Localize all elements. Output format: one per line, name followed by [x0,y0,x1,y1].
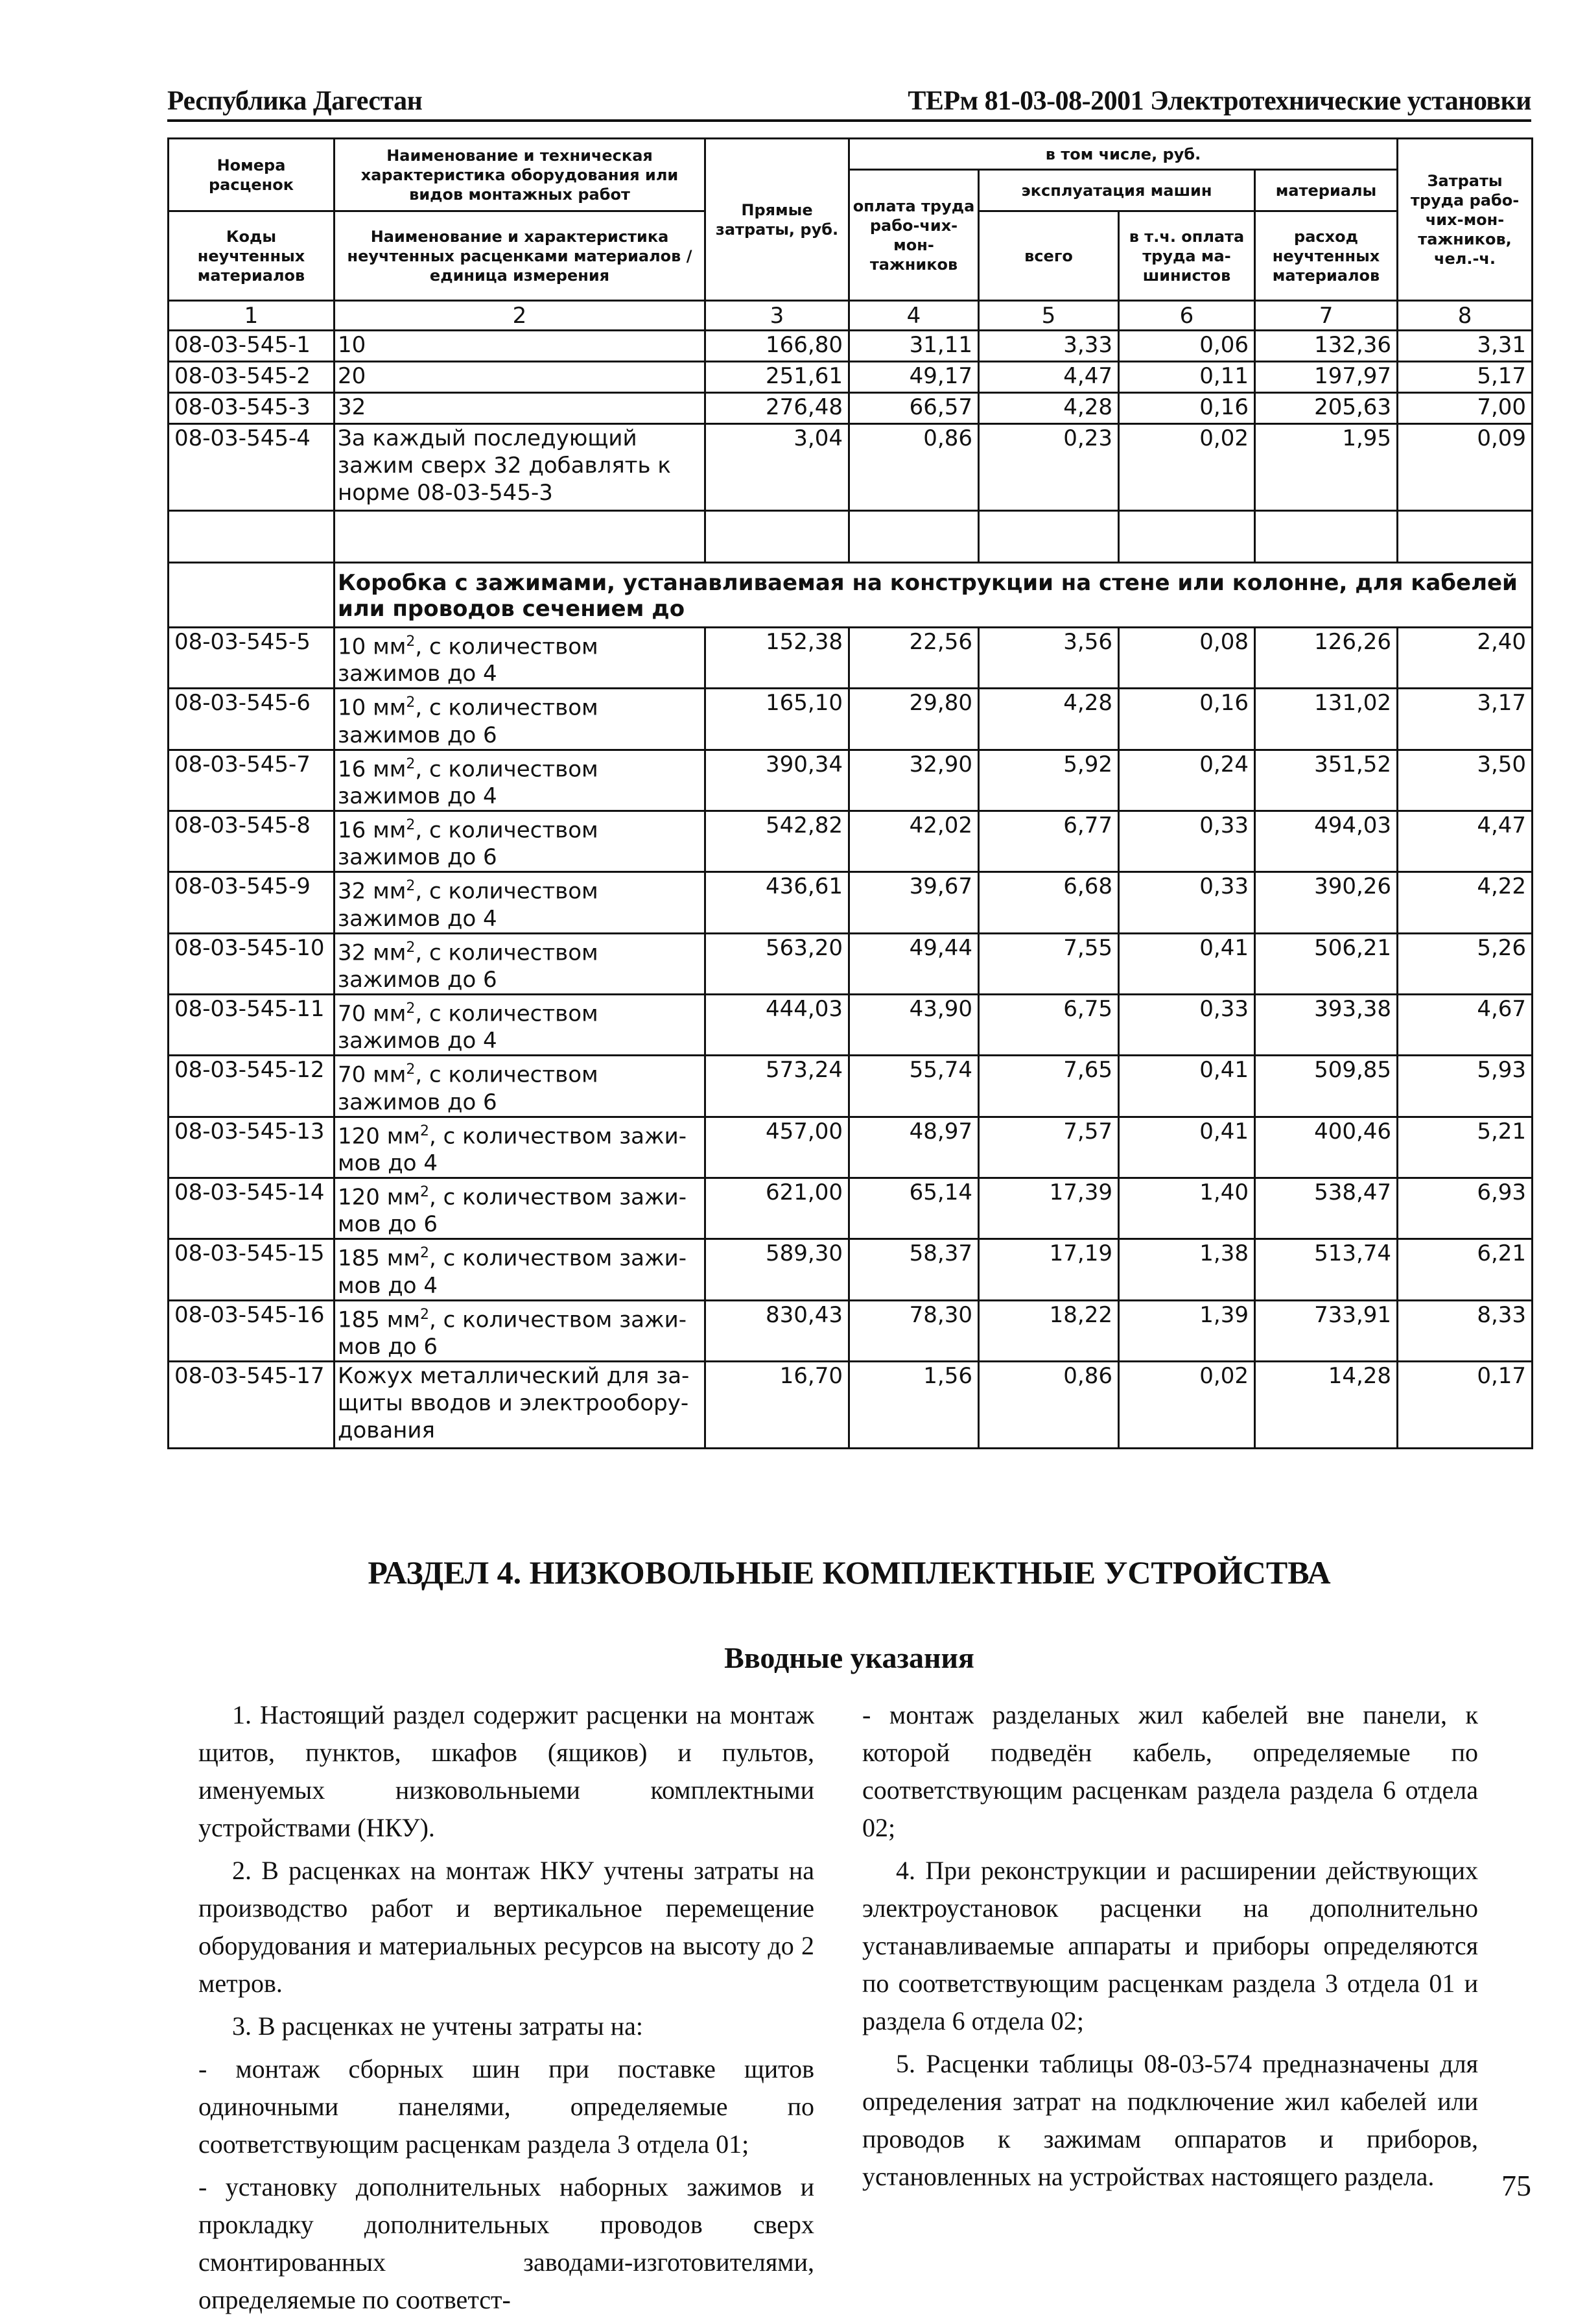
text-column-right [862,1696,1478,2201]
machines-labor: 0,02 [1119,1361,1255,1448]
rate-code: 08-03-545-17 [169,1361,335,1448]
labor-hours: 4,67 [1398,994,1533,1055]
rate-code: 08-03-545-15 [169,1239,335,1300]
rate-code: 08-03-545-7 [169,750,335,811]
machines-total: 17,19 [979,1239,1119,1300]
machines-labor: 0,06 [1119,331,1255,362]
header-codes-bottom: Коды неучтенных материалов [169,211,335,301]
labor-hours: 6,21 [1398,1239,1533,1300]
table-row [169,331,1533,362]
rate-code: 08-03-545-11 [169,994,335,1055]
rate-code: 08-03-545-1 [169,331,335,362]
rate-code: 08-03-545-16 [169,1300,335,1361]
direct-cost: 830,43 [705,1300,849,1361]
materials: 393,38 [1255,994,1398,1055]
table-row [169,362,1533,393]
rate-code: 08-03-545-14 [169,1178,335,1239]
labor-hours: 0,09 [1398,424,1533,511]
direct-cost: 16,70 [705,1361,849,1448]
direct-cost: 621,00 [705,1178,849,1239]
materials: 132,36 [1255,331,1398,362]
table-row [169,1361,1533,1448]
paragraph: 4. При реконструкции и расширении действующих электроустановок расценки на дополнительно устанавливаемые аппараты и приборы определяются по соответствующим расценкам раздела 3 отдела 01 и раздела 6 отдела 02; [862,1856,1478,2035]
labor-pay: 49,17 [849,362,979,393]
direct-cost: 276,48 [705,393,849,424]
header-direct-costs: Прямые затраты, руб. [705,139,849,301]
machines-labor: 0,16 [1119,689,1255,750]
header-codes-top: Номера расценок [169,139,335,211]
table-row [169,1117,1533,1178]
machines-total: 6,77 [979,811,1119,872]
rate-code: 08-03-545-12 [169,1056,335,1117]
col-number: 2 [335,301,705,331]
rate-name: 10 $мм^2$, с количеством зажимов до 4 [335,628,705,689]
labor-hours: 7,00 [1398,393,1533,424]
direct-cost: 563,20 [705,933,849,994]
direct-cost: 390,34 [705,750,849,811]
col-number: 5 [979,301,1119,331]
labor-pay: 48,97 [849,1117,979,1178]
direct-cost: 152,38 [705,628,849,689]
labor-pay: 1,56 [849,1361,979,1448]
labor-hours: 3,31 [1398,331,1533,362]
machines-total: 4,28 [979,689,1119,750]
materials: 390,26 [1255,872,1398,933]
machines-labor: 0,33 [1119,811,1255,872]
table-row [169,1178,1533,1239]
running-header [167,83,1531,122]
header-labor-cost: Затраты труда рабо-чих-мон-тажников, чел.-ч. [1398,139,1533,301]
machines-labor: 0,08 [1119,628,1255,689]
materials: 538,47 [1255,1178,1398,1239]
machines-labor: 0,41 [1119,1117,1255,1178]
rate-name: 16 $мм^2$, с количеством зажимов до 4 [335,750,705,811]
empty-row [169,511,1533,563]
machines-labor: 0,02 [1119,424,1255,511]
machines-labor: 0,33 [1119,872,1255,933]
machines-total: 0,23 [979,424,1119,511]
table-row [169,933,1533,994]
labor-hours: 4,47 [1398,811,1533,872]
direct-cost: 3,04 [705,424,849,511]
materials: 513,74 [1255,1239,1398,1300]
table-row [169,994,1533,1055]
materials: 506,21 [1255,933,1398,994]
machines-labor: 0,41 [1119,933,1255,994]
rate-code: 08-03-545-9 [169,872,335,933]
labor-pay: 55,74 [849,1056,979,1117]
direct-cost: 166,80 [705,331,849,362]
rate-code: 08-03-545-13 [169,1117,335,1178]
page-number: 75 [1501,2169,1531,2202]
header-machines-total: всего [979,211,1119,301]
rate-name: Кожух металлический для за-щиты вводов и электрообору-дования [335,1361,705,1448]
materials: 131,02 [1255,689,1398,750]
section-subtitle: Вводные указания [724,1641,974,1674]
paragraph: 3. В расценках не учтены затраты на: [232,2011,643,2041]
machines-total: 6,75 [979,994,1119,1055]
section-title: РАЗДЕЛ 4. НИЗКОВОЛЬНЫЕ КОМПЛЕКТНЫЕ УСТРОЙСТВА [368,1554,1331,1591]
paragraph: 1. Настоящий раздел содержит расценки на монтаж щитов, пунктов, шкафов (ящиков) и пультов, именуемых низковольныеми комплектными устройствами (НКУ). [198,1700,814,1842]
rate-name: 32 $мм^2$, с количеством зажимов до 6 [335,933,705,994]
rate-code: 08-03-545-10 [169,933,335,994]
labor-hours: 5,17 [1398,362,1533,393]
materials: 400,46 [1255,1117,1398,1178]
materials: 14,28 [1255,1361,1398,1448]
rate-code: 08-03-545-3 [169,393,335,424]
labor-hours: 5,21 [1398,1117,1533,1178]
table-row [169,393,1533,424]
table-row [169,1300,1533,1361]
rate-name: 70 $мм^2$, с количеством зажимов до 6 [335,1056,705,1117]
direct-cost: 436,61 [705,872,849,933]
table-row [169,872,1533,933]
labor-pay: 43,90 [849,994,979,1055]
header-name-top: Наименование и техническая характеристика оборудования или видов монтажных работ [335,139,705,211]
header-materials-unaccounted: расход неучтенных материалов [1255,211,1398,301]
section-heading-row [169,563,1533,628]
labor-pay: 66,57 [849,393,979,424]
text-column-left [198,1696,814,2324]
paragraph: 5. Расценки таблицы 08-03-574 предназначены для определения затрат на подключение жил кабелей или проводов к зажимам оппаратов и приборов, установленных на устройствах настоящего раздела. [862,2049,1478,2191]
rate-code: 08-03-545-8 [169,811,335,872]
col-number: 1 [169,301,335,331]
paragraph: - монтаж сборных шин при поставке щитов одиночными панелями, определяемые по соответствующим расценкам раздела 3 отдела 01; [198,2054,814,2159]
labor-pay: 58,37 [849,1239,979,1300]
header-labor-pay: оплата труда рабо-чих-мон-тажников [849,170,979,301]
table-row [169,424,1533,511]
rates-table [167,137,1533,1449]
materials: 126,26 [1255,628,1398,689]
section-heading: Коробка с зажимами, устанавливаемая на конструкции на стене или колонне, для кабелей или проводов сечением до [335,563,1533,628]
table-row [169,811,1533,872]
table-row [169,1056,1533,1117]
materials: 1,95 [1255,424,1398,511]
labor-pay: 29,80 [849,689,979,750]
labor-pay: 42,02 [849,811,979,872]
rate-name: 70 $мм^2$, с количеством зажимов до 4 [335,994,705,1055]
table-row [169,689,1533,750]
labor-pay: 65,14 [849,1178,979,1239]
machines-total: 5,92 [979,750,1119,811]
col-number: 3 [705,301,849,331]
header-machines-labor: в т.ч. оплата труда ма-шинистов [1119,211,1255,301]
materials: 197,97 [1255,362,1398,393]
direct-cost: 573,24 [705,1056,849,1117]
machines-labor: 0,16 [1119,393,1255,424]
materials: 205,63 [1255,393,1398,424]
machines-total: 7,55 [979,933,1119,994]
direct-cost: 457,00 [705,1117,849,1178]
rate-name: За каждый последующий зажим сверх 32 добавлять к норме 08-03-545-3 [335,424,705,511]
materials: 494,03 [1255,811,1398,872]
labor-pay: 32,90 [849,750,979,811]
rate-name: 10 [335,331,705,362]
labor-pay: 31,11 [849,331,979,362]
col-number: 7 [1255,301,1398,331]
rate-code: 08-03-545-6 [169,689,335,750]
header-including: в том числе, руб. [849,139,1398,170]
machines-labor: 0,11 [1119,362,1255,393]
col-number: 4 [849,301,979,331]
paragraph: - установку дополнительных наборных зажимов и прокладку дополнительных проводов сверх смонтированных заводами-изготовителями, определяемые по соответст- [198,2172,814,2314]
rate-name: 185 $мм^2$, с количеством зажи-мов до 6 [335,1300,705,1361]
rate-name: 120 $мм^2$, с количеством зажи-мов до 6 [335,1178,705,1239]
labor-pay: 0,86 [849,424,979,511]
header-name-bottom: Наименование и характеристика неучтенных расценками материалов / единица измерения [335,211,705,301]
labor-pay: 78,30 [849,1300,979,1361]
materials: 509,85 [1255,1056,1398,1117]
machines-total: 3,56 [979,628,1119,689]
machines-total: 7,65 [979,1056,1119,1117]
rate-name: 185 $мм^2$, с количеством зажи-мов до 4 [335,1239,705,1300]
labor-hours: 2,40 [1398,628,1533,689]
rate-name: 20 [335,362,705,393]
rate-code: 08-03-545-4 [169,424,335,511]
labor-hours: 0,17 [1398,1361,1533,1448]
table-row [169,1239,1533,1300]
paragraph: 2. В расценках на монтаж НКУ учтены затраты на производство работ и вертикальное перемещение оборудования и материальных ресурсов на высоту до 2 метров. [198,1856,814,1998]
labor-pay: 22,56 [849,628,979,689]
labor-pay: 39,67 [849,872,979,933]
machines-total: 17,39 [979,1178,1119,1239]
rate-name: 16 $мм^2$, с количеством зажимов до 6 [335,811,705,872]
direct-cost: 542,82 [705,811,849,872]
rate-name: 32 [335,393,705,424]
materials: 351,52 [1255,750,1398,811]
header-document-code: ТЕРм 81-03-08-2001 Электротехнические установки [908,86,1531,116]
header-machines: эксплуатация машин [979,170,1255,211]
table-row [169,628,1533,689]
col-number: 8 [1398,301,1533,331]
direct-cost: 251,61 [705,362,849,393]
table-row [169,750,1533,811]
rate-name: 32 $мм^2$, с количеством зажимов до 4 [335,872,705,933]
labor-hours: 5,26 [1398,933,1533,994]
header-region: Республика Дагестан [167,86,423,116]
labor-hours: 6,93 [1398,1178,1533,1239]
col-number: 6 [1119,301,1255,331]
machines-labor: 1,39 [1119,1300,1255,1361]
labor-pay: 49,44 [849,933,979,994]
machines-total: 4,28 [979,393,1119,424]
machines-total: 4,47 [979,362,1119,393]
labor-hours: 3,50 [1398,750,1533,811]
machines-total: 6,68 [979,872,1119,933]
machines-labor: 0,24 [1119,750,1255,811]
rate-code: 08-03-545-5 [169,628,335,689]
machines-total: 3,33 [979,331,1119,362]
rate-code: 08-03-545-2 [169,362,335,393]
rate-name: 10 $мм^2$, с количеством зажимов до 6 [335,689,705,750]
machines-labor: 1,40 [1119,1178,1255,1239]
header-materials: материалы [1255,170,1398,211]
materials: 733,91 [1255,1300,1398,1361]
labor-hours: 8,33 [1398,1300,1533,1361]
machines-labor: 0,41 [1119,1056,1255,1117]
machines-total: 0,86 [979,1361,1119,1448]
machines-total: 7,57 [979,1117,1119,1178]
direct-cost: 444,03 [705,994,849,1055]
direct-cost: 165,10 [705,689,849,750]
labor-hours: 3,17 [1398,689,1533,750]
rate-name: 120 $мм^2$, с количеством зажи-мов до 4 [335,1117,705,1178]
machines-labor: 1,38 [1119,1239,1255,1300]
machines-total: 18,22 [979,1300,1119,1361]
labor-hours: 4,22 [1398,872,1533,933]
direct-cost: 589,30 [705,1239,849,1300]
labor-hours: 5,93 [1398,1056,1533,1117]
paragraph: - монтаж разделаных жил кабелей вне панели, к которой подведён кабель, определяемые по соответствующим расценкам раздела раздела 6 отдела 02; [862,1700,1478,1842]
machines-labor: 0,33 [1119,994,1255,1055]
